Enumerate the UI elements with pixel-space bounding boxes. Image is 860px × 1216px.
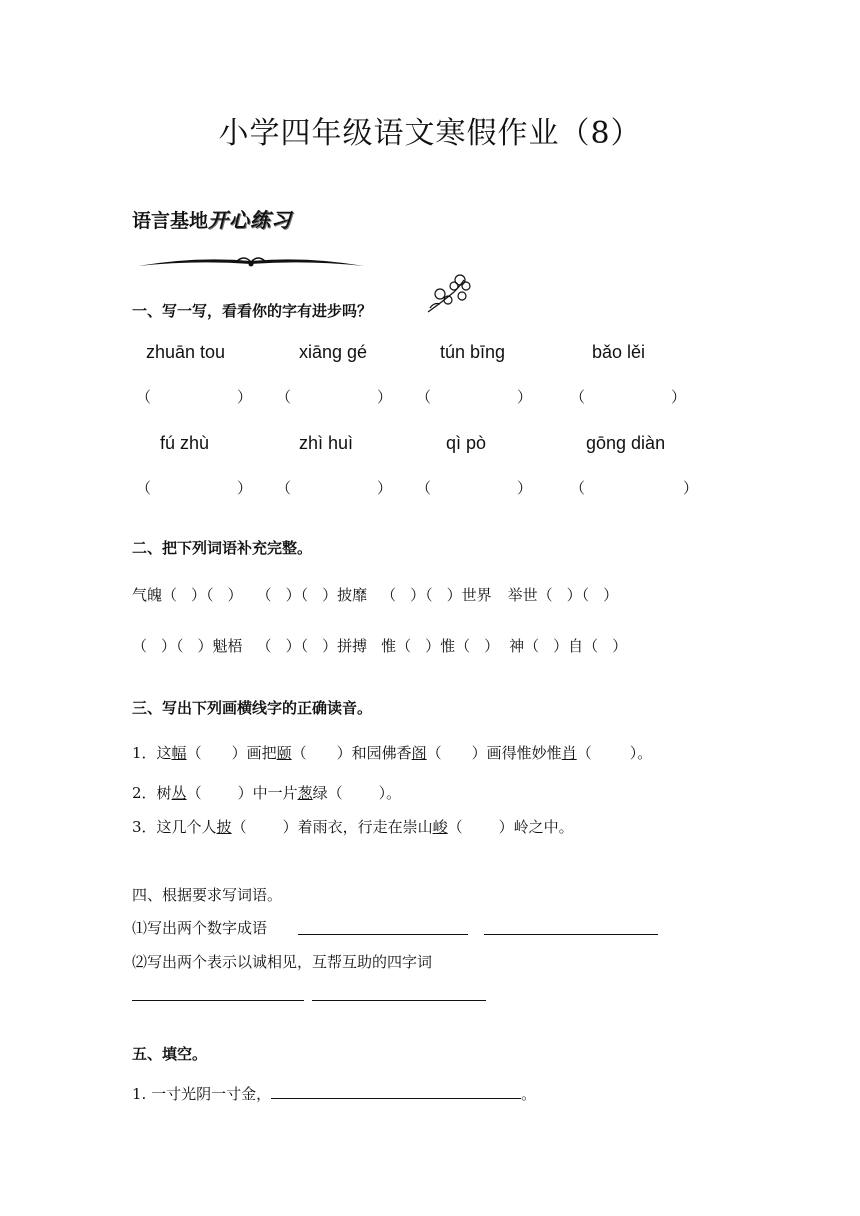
s4-question-2: ⑵写出两个表示以诚相见，互帮互助的四字词 bbox=[132, 953, 433, 971]
section-header bbox=[132, 204, 292, 233]
page-title: 小学四年级语文寒假作业（8） bbox=[218, 116, 642, 151]
answer-box[interactable]: （ ） bbox=[276, 388, 393, 406]
answer-box[interactable]: （ ） bbox=[416, 479, 533, 497]
answer-box[interactable]: （ ） bbox=[416, 388, 533, 406]
pinyin-2: xiāng gé bbox=[299, 342, 368, 362]
ornament-divider-icon bbox=[136, 252, 366, 272]
answer-box[interactable]: （ ） bbox=[136, 388, 253, 406]
section-5-heading: 五、填空。 bbox=[132, 1045, 208, 1063]
answer-line[interactable] bbox=[312, 1000, 486, 1001]
pinyin-4: bǎo lěi bbox=[592, 342, 646, 362]
pinyin-7: qì pò bbox=[446, 433, 487, 453]
pinyin-5: fú zhù bbox=[160, 433, 210, 453]
answer-line[interactable] bbox=[298, 934, 468, 935]
idiom-line-1: 气魄（ ）（ ） （ ）（ ）披靡 （ ）（ ）世界 举世（ ）（ ） bbox=[132, 586, 619, 604]
reading-line-2: 2．树丛（ ）中一片葱绿（ ）。 bbox=[132, 784, 402, 802]
pinyin-8: gōng diàn bbox=[586, 433, 666, 453]
idiom-line-2: （ ）（ ）魁梧 （ ）（ ）拼搏 惟（ ）惟（ ） 神（ ）自（ ） bbox=[132, 637, 628, 655]
pinyin-1: zhuān tou bbox=[146, 342, 226, 362]
answer-box[interactable]: （ ） bbox=[136, 479, 253, 497]
answer-box[interactable]: （ ） bbox=[570, 479, 699, 497]
answer-line[interactable] bbox=[132, 1000, 304, 1001]
answer-box[interactable]: （ ） bbox=[276, 479, 393, 497]
section-4-heading: 四、根据要求写词语。 bbox=[132, 886, 283, 904]
pinyin-6: zhì huì bbox=[299, 433, 354, 453]
flower-branch-icon bbox=[424, 272, 472, 316]
section-2-heading: 二、把下列词语补充完整。 bbox=[132, 539, 313, 557]
answer-line[interactable] bbox=[484, 934, 658, 935]
reading-line-3: 3．这几个人披（ ）着雨衣，行走在崇山峻（ ）岭之中。 bbox=[132, 818, 574, 836]
basics-label: 语言基地 bbox=[132, 210, 209, 232]
reading-line-1: 1．这幅（ ）画把颐（ ）和园佛香阁（ ）画得惟妙惟肖（ ）。 bbox=[132, 744, 653, 762]
section-3-heading: 三、写出下列画横线字的正确读音。 bbox=[132, 699, 373, 717]
answer-box[interactable]: （ ） bbox=[570, 388, 687, 406]
s4-question-1: ⑴写出两个数字成语 bbox=[132, 919, 268, 937]
section-1-heading: 一、写一写，看看你的字有进步吗？ bbox=[132, 302, 373, 320]
s5-question-1: 1. 一寸光阴一寸金， 。 bbox=[132, 1085, 537, 1103]
pinyin-3: tún bīng bbox=[440, 342, 506, 362]
fun-practice-label: 开心练习 bbox=[208, 208, 293, 232]
answer-line[interactable] bbox=[271, 1084, 521, 1099]
